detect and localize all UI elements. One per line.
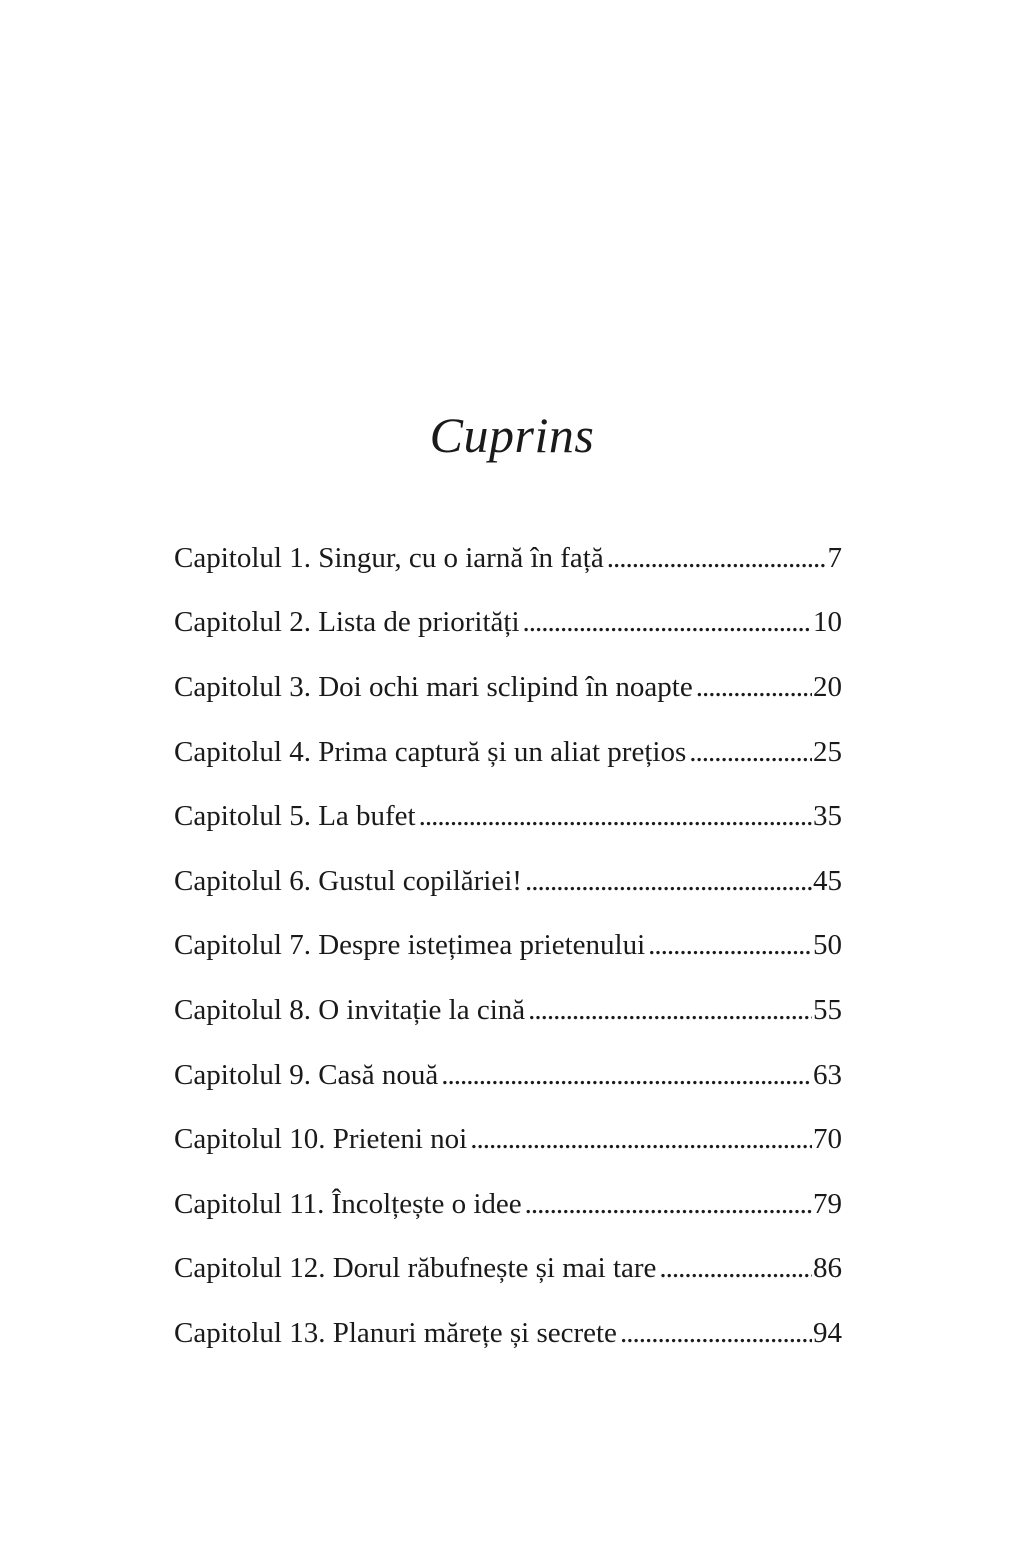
toc-entry-page: 55 (813, 993, 842, 1026)
toc-entry-page: 70 (813, 1123, 842, 1156)
toc-entry (174, 526, 842, 591)
toc-entry (174, 1301, 842, 1366)
toc-entry-page: 94 (813, 1316, 842, 1349)
toc-dot-leader (525, 865, 812, 898)
toc-entry-page: 20 (813, 670, 842, 703)
toc-entry (174, 1172, 842, 1237)
toc-dot-leader (696, 671, 812, 704)
toc-dot-leader (470, 1123, 812, 1156)
toc-entry-page: 35 (813, 800, 842, 833)
toc-entry-title: Capitolul 2. Lista de priorități (174, 606, 520, 639)
toc-entry (174, 784, 842, 849)
toc-dot-leader (419, 800, 812, 833)
toc-dot-leader (523, 606, 812, 639)
toc-dot-leader (525, 1188, 812, 1221)
toc-entry-title: Capitolul 6. Gustul copilăriei! (174, 864, 522, 897)
toc-entry-title: Capitolul 13. Planuri mărețe și secrete (174, 1316, 617, 1349)
toc-entry (174, 849, 842, 914)
toc-entry-page: 63 (813, 1058, 842, 1091)
toc-entry-title: Capitolul 12. Dorul răbufnește și mai tare (174, 1252, 657, 1285)
toc-entry-title: Capitolul 10. Prieteni noi (174, 1123, 468, 1156)
table-of-contents (174, 526, 842, 1366)
toc-entry-title: Capitolul 11. Încolțește o idee (174, 1187, 522, 1220)
toc-entry-title: Capitolul 5. La bufet (174, 800, 416, 833)
toc-entry (174, 720, 842, 785)
toc-entry-page: 50 (813, 929, 842, 962)
toc-entry (174, 914, 842, 979)
toc-entry-page: 7 (827, 541, 842, 574)
toc-entry-page: 86 (813, 1252, 842, 1285)
toc-entry-page: 10 (813, 606, 842, 639)
toc-dot-leader (620, 1317, 812, 1350)
toc-dot-leader (441, 1059, 812, 1092)
toc-dot-leader (648, 929, 812, 962)
toc-dot-leader (689, 736, 812, 769)
toc-dot-leader (528, 994, 812, 1027)
toc-entry-title: Capitolul 9. Casă nouă (174, 1058, 439, 1091)
toc-entry-page: 45 (813, 864, 842, 897)
toc-entry-page: 79 (813, 1187, 842, 1220)
toc-dot-leader (659, 1252, 812, 1285)
toc-entry (174, 1043, 842, 1108)
toc-entry-title: Capitolul 1. Singur, cu o iarnă în față (174, 541, 604, 574)
toc-dot-leader (607, 542, 827, 575)
toc-entry-title: Capitolul 7. Despre istețimea prietenului (174, 929, 646, 962)
toc-entry-page: 25 (813, 735, 842, 768)
toc-entry (174, 978, 842, 1043)
toc-entry (174, 1237, 842, 1302)
toc-entry-title: Capitolul 4. Prima captură și un aliat prețios (174, 735, 687, 768)
toc-entry-title: Capitolul 3. Doi ochi mari sclipind în noapte (174, 670, 693, 703)
toc-entry (174, 1107, 842, 1172)
toc-entry (174, 591, 842, 656)
page-title: Cuprins (429, 407, 595, 463)
toc-entry-title: Capitolul 8. O invitație la cină (174, 993, 526, 1026)
toc-entry (174, 655, 842, 720)
